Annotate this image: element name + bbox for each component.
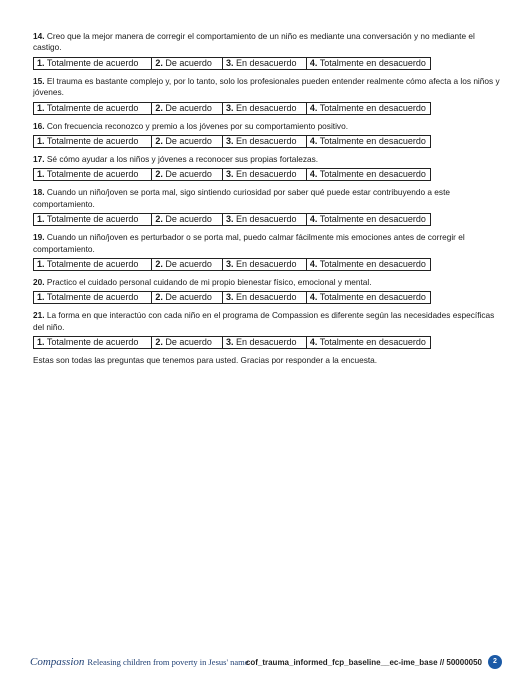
question-block xyxy=(33,76,501,115)
question-text xyxy=(33,76,501,99)
option-label: Totalmente de acuerdo xyxy=(46,57,139,68)
answer-options xyxy=(33,168,431,181)
option-number: 3. xyxy=(225,259,234,270)
option-label: En desacuerdo xyxy=(235,292,297,303)
answer-option[interactable] xyxy=(152,136,223,148)
option-number: 2. xyxy=(155,136,163,147)
answer-options xyxy=(33,291,431,304)
question-text xyxy=(33,187,501,210)
option-number: 4. xyxy=(309,169,318,180)
question-number: 21. xyxy=(33,310,45,321)
option-label: De acuerdo xyxy=(165,337,212,348)
question-number: 14. xyxy=(33,31,45,41)
option-number: 3. xyxy=(225,337,234,348)
page-number-badge: 2 xyxy=(488,655,502,669)
answer-option[interactable] xyxy=(34,337,152,349)
answer-option[interactable] xyxy=(306,57,430,69)
tagline: Releasing children from poverty in Jesus' name xyxy=(87,657,249,667)
option-number: 1. xyxy=(37,259,45,270)
option-label: De acuerdo xyxy=(165,136,212,147)
answer-option[interactable] xyxy=(222,169,306,181)
option-number: 2. xyxy=(155,57,163,68)
option-number: 2. xyxy=(155,337,163,348)
option-label: Totalmente en desacuerdo xyxy=(319,136,426,147)
option-number: 4. xyxy=(309,57,318,68)
option-label: Totalmente de acuerdo xyxy=(46,169,139,180)
answer-option[interactable] xyxy=(222,214,306,226)
question-number: 15. xyxy=(33,75,45,86)
question-body: Practico el cuidado personal cuidando de mi propio bienestar físico, emocional y mental. xyxy=(46,277,372,288)
answer-option[interactable] xyxy=(34,292,152,304)
answer-option[interactable] xyxy=(34,102,152,114)
option-number: 4. xyxy=(309,259,318,270)
option-label: De acuerdo xyxy=(165,57,212,68)
answer-options xyxy=(33,57,431,70)
option-number: 4. xyxy=(309,136,318,147)
option-label: De acuerdo xyxy=(165,259,212,270)
option-number: 1. xyxy=(37,169,45,180)
answer-options xyxy=(33,336,431,349)
page-footer xyxy=(30,652,502,674)
option-label: En desacuerdo xyxy=(235,169,297,180)
question-block xyxy=(33,310,501,349)
option-number: 2. xyxy=(155,292,163,303)
option-label: Totalmente en desacuerdo xyxy=(319,292,426,303)
question-body: Creo que la mejor manera de corregir el comportamiento de un niño es mediante una conversación y no mediante el castigo. xyxy=(33,31,475,53)
answer-option[interactable] xyxy=(34,57,152,69)
answer-options xyxy=(33,102,431,115)
option-number: 4. xyxy=(309,214,318,225)
answer-option[interactable] xyxy=(34,214,152,226)
option-number: 4. xyxy=(309,102,318,113)
answer-options xyxy=(33,213,431,226)
answer-option[interactable] xyxy=(152,57,223,69)
option-label: Totalmente de acuerdo xyxy=(46,337,139,348)
question-number: 16. xyxy=(33,120,45,131)
question-block xyxy=(33,277,501,304)
option-label: Totalmente en desacuerdo xyxy=(319,169,426,180)
question-block xyxy=(33,187,501,226)
option-label: De acuerdo xyxy=(165,292,212,303)
option-number: 2. xyxy=(155,214,163,225)
option-label: Totalmente en desacuerdo xyxy=(319,57,426,68)
answer-option[interactable] xyxy=(152,292,223,304)
question-text xyxy=(33,121,501,132)
option-label: Totalmente de acuerdo xyxy=(46,259,139,270)
option-label: En desacuerdo xyxy=(235,102,297,113)
question-block xyxy=(33,154,501,181)
option-number: 2. xyxy=(155,169,163,180)
compassion-logo xyxy=(30,656,249,668)
option-number: 2. xyxy=(155,259,163,270)
option-number: 3. xyxy=(225,169,234,180)
option-number: 1. xyxy=(37,102,45,113)
answer-option[interactable] xyxy=(222,337,306,349)
answer-option[interactable] xyxy=(306,292,430,304)
answer-option[interactable] xyxy=(222,102,306,114)
option-label: Totalmente de acuerdo xyxy=(46,136,139,147)
option-label: Totalmente de acuerdo xyxy=(46,214,139,225)
option-label: Totalmente en desacuerdo xyxy=(319,259,426,270)
answer-option[interactable] xyxy=(306,259,430,271)
option-label: Totalmente en desacuerdo xyxy=(319,337,426,348)
question-number: 18. xyxy=(33,187,45,198)
option-label: En desacuerdo xyxy=(235,57,297,68)
option-label: Totalmente en desacuerdo xyxy=(319,102,426,113)
question-number: 17. xyxy=(33,154,45,165)
answer-option[interactable] xyxy=(152,214,223,226)
question-body: Cuando un niño/joven se porta mal, sigo sintiendo curiosidad por saber qué puede estar contribuyendo a este comportamiento. xyxy=(33,187,450,209)
option-number: 1. xyxy=(37,337,45,348)
option-number: 3. xyxy=(225,214,234,225)
answer-option[interactable] xyxy=(306,169,430,181)
question-body: La forma en que interactúo con cada niño en el programa de Compassion es diferente según las necesidades específicas del niño. xyxy=(33,310,495,332)
option-number: 1. xyxy=(37,292,45,303)
answer-option[interactable] xyxy=(222,136,306,148)
answer-option[interactable] xyxy=(306,136,430,148)
question-number: 19. xyxy=(33,232,45,243)
answer-option[interactable] xyxy=(152,259,223,271)
document-id: cof_trauma_informed_fcp_baseline__ec-ime_base // 50000050 xyxy=(245,658,482,667)
answer-option[interactable] xyxy=(222,292,306,304)
option-number: 3. xyxy=(225,57,234,68)
option-label: En desacuerdo xyxy=(235,136,297,147)
answer-option[interactable] xyxy=(34,136,152,148)
question-text xyxy=(33,154,501,165)
answer-options xyxy=(33,258,431,271)
answer-option[interactable] xyxy=(152,102,223,114)
option-label: Totalmente de acuerdo xyxy=(46,102,139,113)
option-number: 3. xyxy=(225,136,234,147)
question-text xyxy=(33,232,501,255)
option-label: De acuerdo xyxy=(165,169,212,180)
answer-options xyxy=(33,135,431,148)
question-text xyxy=(33,310,501,333)
option-label: En desacuerdo xyxy=(235,337,297,348)
answer-option[interactable] xyxy=(34,169,152,181)
answer-option[interactable] xyxy=(306,337,430,349)
option-label: En desacuerdo xyxy=(235,259,297,270)
question-body: Con frecuencia reconozco y premio a los jóvenes por su comportamiento positivo. xyxy=(46,120,349,131)
answer-option[interactable] xyxy=(306,214,430,226)
option-number: 1. xyxy=(37,136,45,147)
option-number: 2. xyxy=(155,102,163,113)
question-block xyxy=(33,121,501,148)
option-label: De acuerdo xyxy=(165,214,212,225)
option-label: Totalmente en desacuerdo xyxy=(319,214,426,225)
option-number: 4. xyxy=(309,292,318,303)
answer-option[interactable] xyxy=(222,259,306,271)
option-number: 3. xyxy=(225,292,234,303)
option-number: 3. xyxy=(225,102,234,113)
survey-content xyxy=(33,31,501,374)
brand-name: Compassion xyxy=(30,656,85,668)
answer-option[interactable] xyxy=(34,259,152,271)
option-number: 1. xyxy=(37,214,45,225)
answer-option[interactable] xyxy=(152,169,223,181)
question-number: 20. xyxy=(33,277,45,288)
option-number: 1. xyxy=(37,57,45,68)
question-body: Sé cómo ayudar a los niños y jóvenes a reconocer sus propias fortalezas. xyxy=(46,154,319,165)
question-text xyxy=(33,277,501,288)
option-label: En desacuerdo xyxy=(235,214,297,225)
question-text xyxy=(33,31,501,54)
question-block xyxy=(33,31,501,70)
answer-option[interactable] xyxy=(152,337,223,349)
question-body: El trauma es bastante complejo y, por lo tanto, solo los profesionales pueden entender realmente cómo afecta a los niños y jóvenes. xyxy=(33,75,500,98)
answer-option[interactable] xyxy=(306,102,430,114)
question-block xyxy=(33,232,501,271)
closing-text: Estas son todas las preguntas que tenemos para usted. Gracias por responder a la encuesta. xyxy=(33,355,378,366)
option-label: De acuerdo xyxy=(165,102,212,113)
option-label: Totalmente de acuerdo xyxy=(46,292,139,303)
question-body: Cuando un niño/joven es perturbador o se porta mal, puedo calmar fácilmente mis emociones antes de corregir el comportamiento. xyxy=(33,232,465,254)
option-number: 4. xyxy=(309,337,318,348)
answer-option[interactable] xyxy=(222,57,306,69)
